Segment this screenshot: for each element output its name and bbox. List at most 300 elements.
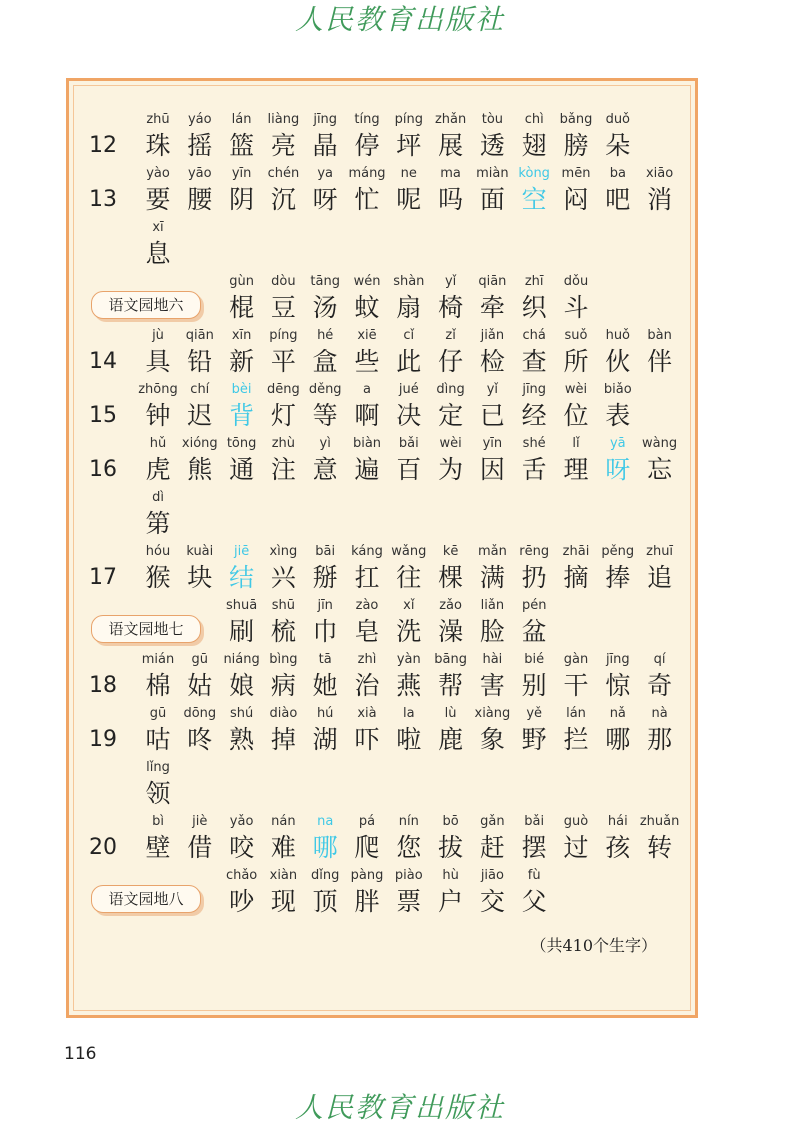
hanzi: 扛 xyxy=(354,563,380,592)
pinyin: bì xyxy=(152,814,164,829)
char-cell xyxy=(513,327,555,381)
pinyin: děng xyxy=(308,382,342,397)
pinyin: bèi xyxy=(231,382,252,397)
pinyin: bō xyxy=(442,814,459,829)
char-cell xyxy=(639,327,681,381)
hanzi: 捧 xyxy=(605,563,631,592)
pinyin: lán xyxy=(231,112,252,127)
page-number: 116 xyxy=(64,1044,97,1064)
char-cell xyxy=(304,651,346,705)
pinyin: chá xyxy=(522,328,546,343)
char-cell xyxy=(555,435,597,489)
char-cell xyxy=(221,651,263,705)
char-cell xyxy=(513,813,555,867)
pinyin: yīn xyxy=(231,166,252,181)
hanzi: 扇 xyxy=(396,293,422,322)
char-cell xyxy=(137,219,179,273)
pinyin: ne xyxy=(400,166,417,181)
hanzi: 面 xyxy=(479,185,505,214)
pinyin: xī xyxy=(152,220,164,235)
hanzi: 燕 xyxy=(396,671,422,700)
char-cell xyxy=(471,705,513,759)
hanzi: 朵 xyxy=(605,131,631,160)
vocab-row xyxy=(69,813,689,867)
vocab-row xyxy=(69,705,689,759)
pinyin: ba xyxy=(609,166,626,181)
hanzi: 湖 xyxy=(312,725,338,754)
hanzi: 忘 xyxy=(647,455,673,484)
hanzi: 咚 xyxy=(187,725,213,754)
hanzi: 棍 xyxy=(229,293,255,322)
pinyin: xià xyxy=(357,706,377,721)
pinyin: pá xyxy=(358,814,376,829)
hanzi: 吧 xyxy=(605,185,631,214)
vocab-row xyxy=(69,219,689,273)
pinyin: xǐ xyxy=(403,598,415,613)
pinyin: nín xyxy=(398,814,419,829)
hanzi: 票 xyxy=(396,887,422,916)
pinyin: yǐ xyxy=(444,274,457,289)
hanzi: 追 xyxy=(647,563,673,592)
pinyin: zhǎn xyxy=(434,112,467,127)
vocabulary-table-frame xyxy=(66,78,698,1018)
hanzi: 棵 xyxy=(438,563,464,592)
char-cell xyxy=(221,435,263,489)
char-cell xyxy=(304,867,346,921)
char-cell xyxy=(513,867,555,921)
pinyin: jué xyxy=(398,382,419,397)
char-cell xyxy=(179,705,221,759)
char-cell xyxy=(513,435,555,489)
hanzi: 停 xyxy=(354,131,380,160)
char-cell xyxy=(221,705,263,759)
char-cell xyxy=(137,435,179,489)
vocab-row xyxy=(69,597,689,651)
pinyin: mián xyxy=(141,652,175,667)
pinyin: qí xyxy=(653,652,666,667)
hanzi: 伙 xyxy=(605,347,631,376)
hanzi: 呢 xyxy=(396,185,422,214)
pinyin: qiān xyxy=(185,328,214,343)
char-cell xyxy=(137,813,179,867)
char-cell xyxy=(262,435,304,489)
pinyin: rēng xyxy=(519,544,550,559)
pinyin: xīn xyxy=(231,328,252,343)
pinyin: dòu xyxy=(271,274,296,289)
pinyin: fù xyxy=(527,868,541,883)
pinyin: hé xyxy=(317,328,334,343)
hanzi: 意 xyxy=(312,455,338,484)
pinyin: kē xyxy=(442,544,459,559)
char-cell xyxy=(513,381,555,435)
pinyin: jiāo xyxy=(480,868,504,883)
hanzi: 梳 xyxy=(270,617,296,646)
hanzi: 赶 xyxy=(479,833,505,862)
char-cell xyxy=(430,705,472,759)
char-cell xyxy=(388,273,430,327)
pinyin: bǎng xyxy=(559,112,593,127)
pinyin: hú xyxy=(316,706,334,721)
hanzi: 巾 xyxy=(312,617,338,646)
lesson-number: 13 xyxy=(89,187,117,212)
char-cell xyxy=(179,165,221,219)
char-cell xyxy=(388,651,430,705)
pinyin: píng xyxy=(269,328,298,343)
pinyin: yā xyxy=(609,436,626,451)
char-cell xyxy=(346,813,388,867)
char-cell xyxy=(221,273,263,327)
section-label: 语文园地六 xyxy=(91,291,201,319)
pinyin: dēng xyxy=(267,382,300,397)
pinyin: xiàn xyxy=(269,868,298,883)
char-cell xyxy=(262,165,304,219)
hanzi: 已 xyxy=(479,401,505,430)
hanzi: 拔 xyxy=(438,833,464,862)
pinyin: shé xyxy=(522,436,546,451)
char-cell xyxy=(430,543,472,597)
char-cell xyxy=(430,111,472,165)
char-cell xyxy=(639,165,681,219)
hanzi: 姑 xyxy=(187,671,213,700)
char-cell xyxy=(555,651,597,705)
pinyin: niáng xyxy=(223,652,260,667)
pinyin: hǔ xyxy=(149,436,167,451)
hanzi: 吓 xyxy=(354,725,380,754)
hanzi: 领 xyxy=(145,779,171,808)
hanzi: 牵 xyxy=(479,293,505,322)
publisher-logo-top: 人民教育出版社 xyxy=(294,3,505,36)
pinyin: lǐng xyxy=(146,760,170,775)
pinyin: tōng xyxy=(226,436,257,451)
hanzi: 遍 xyxy=(354,455,380,484)
hanzi: 虎 xyxy=(145,455,171,484)
hanzi: 背 xyxy=(229,401,255,430)
hanzi: 块 xyxy=(187,563,213,592)
hanzi: 汤 xyxy=(312,293,338,322)
char-cell xyxy=(555,111,597,165)
pinyin: xiàng xyxy=(474,706,511,721)
hanzi: 壁 xyxy=(145,833,171,862)
hanzi: 透 xyxy=(479,131,505,160)
pinyin: yàn xyxy=(396,652,421,667)
char-cell xyxy=(388,165,430,219)
vocab-row xyxy=(69,543,689,597)
hanzi: 为 xyxy=(438,455,464,484)
pinyin: jīng xyxy=(605,652,630,667)
lesson-number: 16 xyxy=(89,457,117,482)
char-cell xyxy=(388,543,430,597)
char-cell xyxy=(137,381,179,435)
char-cell xyxy=(513,111,555,165)
hanzi: 新 xyxy=(229,347,255,376)
hanzi: 澡 xyxy=(438,617,464,646)
char-cell xyxy=(262,867,304,921)
hanzi: 织 xyxy=(521,293,547,322)
hanzi: 满 xyxy=(479,563,505,592)
hanzi: 娘 xyxy=(229,671,255,700)
char-cell xyxy=(262,651,304,705)
pinyin: wén xyxy=(353,274,381,289)
pinyin: zǎo xyxy=(439,598,462,613)
pinyin: shàn xyxy=(393,274,425,289)
char-cell xyxy=(471,543,513,597)
hanzi: 坪 xyxy=(396,131,422,160)
hanzi: 决 xyxy=(396,401,422,430)
hanzi: 扔 xyxy=(521,563,547,592)
pinyin: wèi xyxy=(439,436,462,451)
char-cell xyxy=(137,111,179,165)
char-cell xyxy=(639,813,681,867)
hanzi: 孩 xyxy=(605,833,631,862)
pinyin: tòu xyxy=(481,112,504,127)
hanzi: 她 xyxy=(312,671,338,700)
pinyin: gū xyxy=(191,652,209,667)
char-cell xyxy=(221,867,263,921)
hanzi: 咕 xyxy=(145,725,171,754)
char-cell xyxy=(304,273,346,327)
hanzi: 此 xyxy=(396,347,422,376)
pinyin: zǐ xyxy=(445,328,456,343)
char-cell xyxy=(346,597,388,651)
hanzi: 经 xyxy=(521,401,547,430)
pinyin: zhì xyxy=(357,652,377,667)
section-label: 语文园地七 xyxy=(91,615,201,643)
pinyin: bāi xyxy=(315,544,336,559)
hanzi: 哪 xyxy=(312,833,338,862)
char-cell xyxy=(430,327,472,381)
pinyin: shú xyxy=(229,706,254,721)
char-cell xyxy=(304,111,346,165)
hanzi: 害 xyxy=(479,671,505,700)
vocab-row xyxy=(69,759,689,813)
hanzi: 消 xyxy=(647,185,673,214)
char-cell xyxy=(388,705,430,759)
char-cell xyxy=(555,543,597,597)
hanzi: 帮 xyxy=(438,671,464,700)
pinyin: yì xyxy=(319,436,331,451)
pinyin: bǎi xyxy=(398,436,419,451)
hanzi: 象 xyxy=(479,725,505,754)
hanzi: 鹿 xyxy=(438,725,464,754)
pinyin: liǎn xyxy=(480,598,505,613)
pinyin: dì xyxy=(152,490,164,505)
hanzi: 咬 xyxy=(229,833,255,862)
hanzi: 翅 xyxy=(521,131,547,160)
char-cell xyxy=(137,705,179,759)
pinyin: pěng xyxy=(601,544,635,559)
vocab-row xyxy=(69,165,689,219)
pinyin: shū xyxy=(271,598,296,613)
char-cell xyxy=(346,381,388,435)
pinyin: pàng xyxy=(350,868,384,883)
pinyin: jīng xyxy=(313,112,338,127)
hanzi: 迟 xyxy=(187,401,213,430)
char-cell xyxy=(346,111,388,165)
char-cell xyxy=(179,327,221,381)
hanzi: 展 xyxy=(438,131,464,160)
hanzi: 借 xyxy=(187,833,213,862)
pinyin: dìng xyxy=(436,382,465,397)
pinyin: xìng xyxy=(269,544,298,559)
char-cell xyxy=(471,381,513,435)
hanzi: 过 xyxy=(563,833,589,862)
char-cell xyxy=(639,651,681,705)
pinyin: káng xyxy=(351,544,383,559)
pinyin: diào xyxy=(269,706,298,721)
hanzi: 胖 xyxy=(354,887,380,916)
hanzi: 表 xyxy=(605,401,631,430)
char-cell xyxy=(555,165,597,219)
pinyin: guò xyxy=(563,814,589,829)
char-cell xyxy=(597,651,639,705)
char-cell xyxy=(388,381,430,435)
pinyin: kuài xyxy=(186,544,214,559)
hanzi: 熊 xyxy=(187,455,213,484)
hanzi: 因 xyxy=(479,455,505,484)
char-cell xyxy=(430,273,472,327)
char-cell xyxy=(388,813,430,867)
hanzi: 呀 xyxy=(605,455,631,484)
char-cell xyxy=(346,867,388,921)
char-cell xyxy=(137,651,179,705)
hanzi: 珠 xyxy=(145,131,171,160)
hanzi: 脸 xyxy=(479,617,505,646)
pinyin: yǐ xyxy=(486,382,499,397)
char-cell xyxy=(555,705,597,759)
hanzi: 忙 xyxy=(354,185,380,214)
char-cell xyxy=(221,813,263,867)
char-cell xyxy=(597,435,639,489)
char-cell xyxy=(430,597,472,651)
char-cell xyxy=(471,327,513,381)
char-cell xyxy=(471,111,513,165)
char-cell xyxy=(555,327,597,381)
pinyin: yīn xyxy=(482,436,503,451)
hanzi: 理 xyxy=(563,455,589,484)
char-cell xyxy=(179,111,221,165)
char-cell xyxy=(304,597,346,651)
pinyin: yáo xyxy=(187,112,212,127)
pinyin: la xyxy=(403,706,415,721)
char-cell xyxy=(471,867,513,921)
pinyin: wàng xyxy=(642,436,678,451)
char-cell xyxy=(137,543,179,597)
pinyin: nà xyxy=(651,706,668,721)
char-cell xyxy=(430,381,472,435)
hanzi: 掉 xyxy=(270,725,296,754)
char-cell xyxy=(137,327,179,381)
vocab-row xyxy=(69,273,689,327)
pinyin: bāng xyxy=(434,652,467,667)
char-cell xyxy=(471,165,513,219)
hanzi: 父 xyxy=(521,887,547,916)
pinyin: miàn xyxy=(476,166,509,181)
pinyin: lù xyxy=(444,706,457,721)
char-cell xyxy=(388,435,430,489)
pinyin: piào xyxy=(394,868,423,883)
hanzi: 啊 xyxy=(354,401,380,430)
pinyin: a xyxy=(363,382,371,397)
char-cell xyxy=(346,327,388,381)
char-cell xyxy=(221,165,263,219)
pinyin: zhōng xyxy=(138,382,178,397)
pinyin: dōng xyxy=(183,706,217,721)
char-cell xyxy=(304,165,346,219)
hanzi: 啦 xyxy=(396,725,422,754)
vocab-row xyxy=(69,435,689,489)
char-cell xyxy=(388,597,430,651)
hanzi: 现 xyxy=(270,887,296,916)
hanzi: 吗 xyxy=(438,185,464,214)
hanzi: 盒 xyxy=(312,347,338,376)
char-cell xyxy=(597,165,639,219)
hanzi: 椅 xyxy=(438,293,464,322)
pinyin: duǒ xyxy=(605,112,631,127)
total-character-count: （共410个生字） xyxy=(530,936,657,955)
char-cell xyxy=(471,813,513,867)
vocab-row xyxy=(69,381,689,435)
hanzi: 干 xyxy=(563,671,589,700)
lesson-number: 14 xyxy=(89,349,117,374)
lesson-number: 17 xyxy=(89,565,117,590)
char-cell xyxy=(388,327,430,381)
pinyin: xióng xyxy=(181,436,218,451)
hanzi: 拦 xyxy=(563,725,589,754)
pinyin: kòng xyxy=(518,166,550,181)
pinyin: qiān xyxy=(478,274,507,289)
hanzi: 钟 xyxy=(145,401,171,430)
hanzi: 熟 xyxy=(229,725,255,754)
hanzi: 猴 xyxy=(145,563,171,592)
char-cell xyxy=(430,651,472,705)
hanzi: 棉 xyxy=(145,671,171,700)
char-cell xyxy=(597,111,639,165)
hanzi: 皂 xyxy=(354,617,380,646)
hanzi: 第 xyxy=(145,509,171,538)
hanzi: 铅 xyxy=(187,347,213,376)
hanzi: 些 xyxy=(354,347,380,376)
hanzi: 所 xyxy=(563,347,589,376)
hanzi: 病 xyxy=(270,671,296,700)
hanzi: 息 xyxy=(145,239,171,268)
pinyin: lǐ xyxy=(572,436,580,451)
char-cell xyxy=(513,705,555,759)
pinyin: jiè xyxy=(192,814,208,829)
char-cell xyxy=(221,543,263,597)
hanzi: 阴 xyxy=(229,185,255,214)
pinyin: píng xyxy=(394,112,423,127)
char-cell xyxy=(471,273,513,327)
hanzi: 沉 xyxy=(270,185,296,214)
vocab-row xyxy=(69,111,689,165)
hanzi: 别 xyxy=(521,671,547,700)
hanzi: 摘 xyxy=(563,563,589,592)
hanzi: 晶 xyxy=(312,131,338,160)
hanzi: 户 xyxy=(438,887,464,916)
char-cell xyxy=(179,651,221,705)
pinyin: chí xyxy=(190,382,210,397)
hanzi: 等 xyxy=(312,401,338,430)
pinyin: jù xyxy=(152,328,164,343)
pinyin: cǐ xyxy=(403,328,415,343)
pinyin: hù xyxy=(442,868,459,883)
char-cell xyxy=(471,435,513,489)
pinyin: chén xyxy=(267,166,300,181)
hanzi: 通 xyxy=(229,455,255,484)
char-cell xyxy=(388,111,430,165)
char-cell xyxy=(137,759,179,813)
pinyin: suǒ xyxy=(564,328,588,343)
